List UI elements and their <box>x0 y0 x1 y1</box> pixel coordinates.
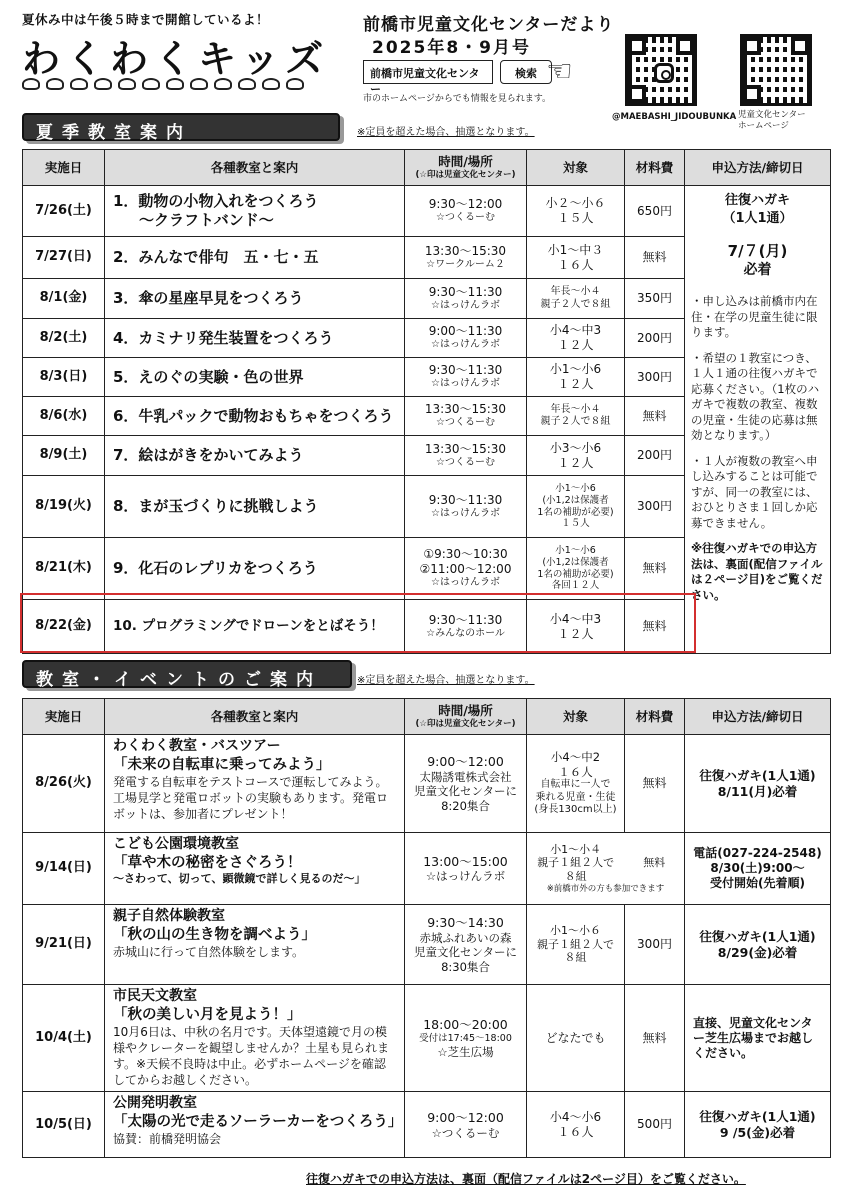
table-header-row: 実施日 各種教室と案内 時間/場所 (☆印は児童文化センター) 対象 材料費 申込方法/締切日 <box>23 699 831 735</box>
col-date-header: 実施日 <box>23 150 105 186</box>
instagram-caption: @MAEBASHI_JIDOUBUNKA <box>612 112 737 122</box>
summer-classes-table <box>22 149 831 654</box>
table-row: 8/1(金) 3．傘の星座早見をつくろう 9:30〜11:30 ☆はっけんラボ 年長〜小４ 親子２人で８組 350円 <box>23 279 831 319</box>
homepage-caption: 児童文化センター ホームページ <box>738 110 806 131</box>
col-name-header: 各種教室と案内 <box>105 150 405 186</box>
table-row: 8/26(火) わくわく教室・バスツアー 「未来の自転車に乗ってみよう」 発電する自転車をテストコースで運転してみよう。工場見学と発電ロボットの実験もあります。発電ロボットは、参加者にプレゼント！ 9:00〜12:00 太陽誘電株式会社 児童文化センターに 8:20集合 小4〜中2 １６人 自転車に一人で 乗れる児童・生徒 (身長130cm以上) 無料 往復ハガキ(1人1通) 8/11(月)必着 <box>23 735 831 833</box>
events-section-heading: 教室・イベントのご案内 <box>22 660 352 688</box>
search-box[interactable]: 前橋市児童文化センター <box>363 60 493 84</box>
table-row: 8/6(水) 6．牛乳パックで動物おもちゃをつくろう 13:30〜15:30 ☆つくるーむ 年長〜小４ 親子２人で８組 無料 <box>23 397 831 436</box>
events-table <box>22 698 831 1158</box>
homepage-qr-code[interactable] <box>740 34 812 106</box>
footer-note: 往復ハガキでの申込方法は、裏面（配信ファイルは2ページ目）をご覧ください。 <box>306 1172 746 1186</box>
summer-apply-cell: 往復ハガキ （1人1通） 7/７(月) 必着 ・申し込みは前橋市内在住・在学の児童生徒に限ります。 ・希望の１教室につき、１人１通の往復ハガキで応募ください。（1枚のハガキで複数の教室、複数の児童・生徒の応募は無効となります。） ・１人が複数の教室へ申し込みすることは可能ですが、同一の教室には、おひとりさま１回しか応募できません。 ※往復ハガキでの申込方法は、裏面(配信ファイルは２ページ目)をご覧ください。 <box>685 186 831 654</box>
table-row: 8/19(火) 8．まが玉づくりに挑戦しよう 9:30〜11:30 ☆はっけんラボ 小1〜小6 (小1,2は保護者 1名の補助が必要) １５人 300円 <box>23 476 831 538</box>
logo-decoration <box>22 78 322 94</box>
table-row-highlighted: 8/22(金) 10. プログラミングでドローンをとばそう！ 9:30〜11:30 ☆みんなのホール 小4〜中3 １２人 無料 <box>23 600 831 654</box>
instagram-icon <box>654 63 674 83</box>
col-time-header: 時間/場所 (☆印は児童文化センター) <box>405 150 527 186</box>
logo-title: わくわくキッズ <box>22 37 330 81</box>
table-header-row <box>23 150 831 186</box>
search-button[interactable]: 検索 <box>500 60 552 84</box>
search-note: 市のホームページからでも情報を見られます。 <box>363 94 552 104</box>
summer-section-heading: 夏季教室案内 <box>22 113 340 141</box>
table-row: 8/3(日) 5．えのぐの実験・色の世界 9:30〜11:30 ☆はっけんラボ 小1〜小6 １２人 300円 <box>23 358 831 397</box>
table-row: 8/2(土) 4．カミナリ発生装置をつくろう 9:00〜11:30 ☆はっけんラボ 小4〜中3 １２人 200円 <box>23 319 831 358</box>
table-row: 8/21(木) 9．化石のレプリカをつくろう ①9:30〜10:30 ②11:00〜12:00 ☆はっけんラボ 小1〜小6 (小1,2は保護者 1名の補助が必要) 各回１２人 無料 <box>23 538 831 600</box>
events-lottery-note: ※定員を超えた場合、抽選となります。 <box>357 675 535 686</box>
tagline: 夏休み中は午後５時まで開館しているよ！ <box>22 12 270 27</box>
table-row: 7/26(土) 1．動物の小物入れをつくろう 〜クラフトバンド〜 9:30〜12:00 ☆つくるーむ 小２〜小６ １５人 650円 往復ハガキ （1人1通） 7/７(月) 必着 ・申し込みは前橋市内在住・在学の児童生徒に限ります。 ・希望の１教室につき、１人１通の往復ハガキで応募ください。（1枚のハガキで複数の教室、複数の児童・生徒の応募は無効となります。） ・１人が複数の教室へ申し込みすることは可能ですが、同一の教室には、おひとりさま１回しか応募できません。 ※往復ハガキでの申込方法は、裏面(配信ファイルは２ページ目)をご覧ください。 <box>23 186 831 237</box>
col-apply-header: 申込方法/締切日 <box>685 150 831 186</box>
publication-title: 前橋市児童文化センターだより <box>363 15 615 35</box>
pointing-hand-icon: ☜ <box>546 54 573 89</box>
publication-date: 2025年8・9月号 <box>372 38 531 58</box>
col-target-header: 対象 <box>527 150 625 186</box>
table-row: 7/27(日) 2．みんなで俳句 五・七・五 13:30〜15:30 ☆ワークルーム２ 小1〜中３ １６人 無料 <box>23 237 831 279</box>
table-row: 10/4(土) 市民天文教室 「秋の美しい月を見よう！」 10月6日は、中秋の名月です。天体望遠鏡で月の模様やクレーターを観望しませんか？土星も見られます。※天候不良時は中止。必ずホームページを確認してからお越しください。 18:00〜20:00 受付は17:45〜18:00 ☆芝生広場 どなたでも 無料 直接、児童文化センター芝生広場までお越しください。 <box>23 985 831 1092</box>
table-row: 10/5(日) 公開発明教室 「太陽の光で走るソーラーカーをつくろう」 協賛：前橋発明協会 9:00〜12:00 ☆つくるーむ 小4〜小6 １６人 500円 往復ハガキ(1人1通) 9 /5(金)必着 <box>23 1092 831 1158</box>
summer-lottery-note: ※定員を超えた場合、抽選となります。 <box>357 127 535 138</box>
table-row: 8/9(土) 7．絵はがきをかいてみよう 13:30〜15:30 ☆つくるーむ 小3〜小6 １２人 200円 <box>23 436 831 476</box>
instagram-qr-code[interactable] <box>625 34 697 106</box>
table-row: 9/21(日) 親子自然体験教室 「秋の山の生き物を調べよう」 赤城山に行って自然体験をします。 9:30〜14:30 赤城ふれあいの森 児童文化センターに 8:30集合 小1〜小６ 親子１組２人で ８組 300円 往復ハガキ(1人1通) 8/29(金)必着 <box>23 905 831 985</box>
table-row: 9/14(日) こども公園環境教室 「草や木の秘密をさぐろう！ 〜さわって、切って、顕微鏡で詳しく見るのだ〜」 13:00〜15:00 ☆はっけんラボ 小1〜小４ 親子１組２人で ８組 無料 ※前橋市外の方も参加できます 電話(027-224-2548) 8/30(土)9:00〜 受付開始(先着順) <box>23 833 831 905</box>
col-fee-header: 材料費 <box>625 150 685 186</box>
